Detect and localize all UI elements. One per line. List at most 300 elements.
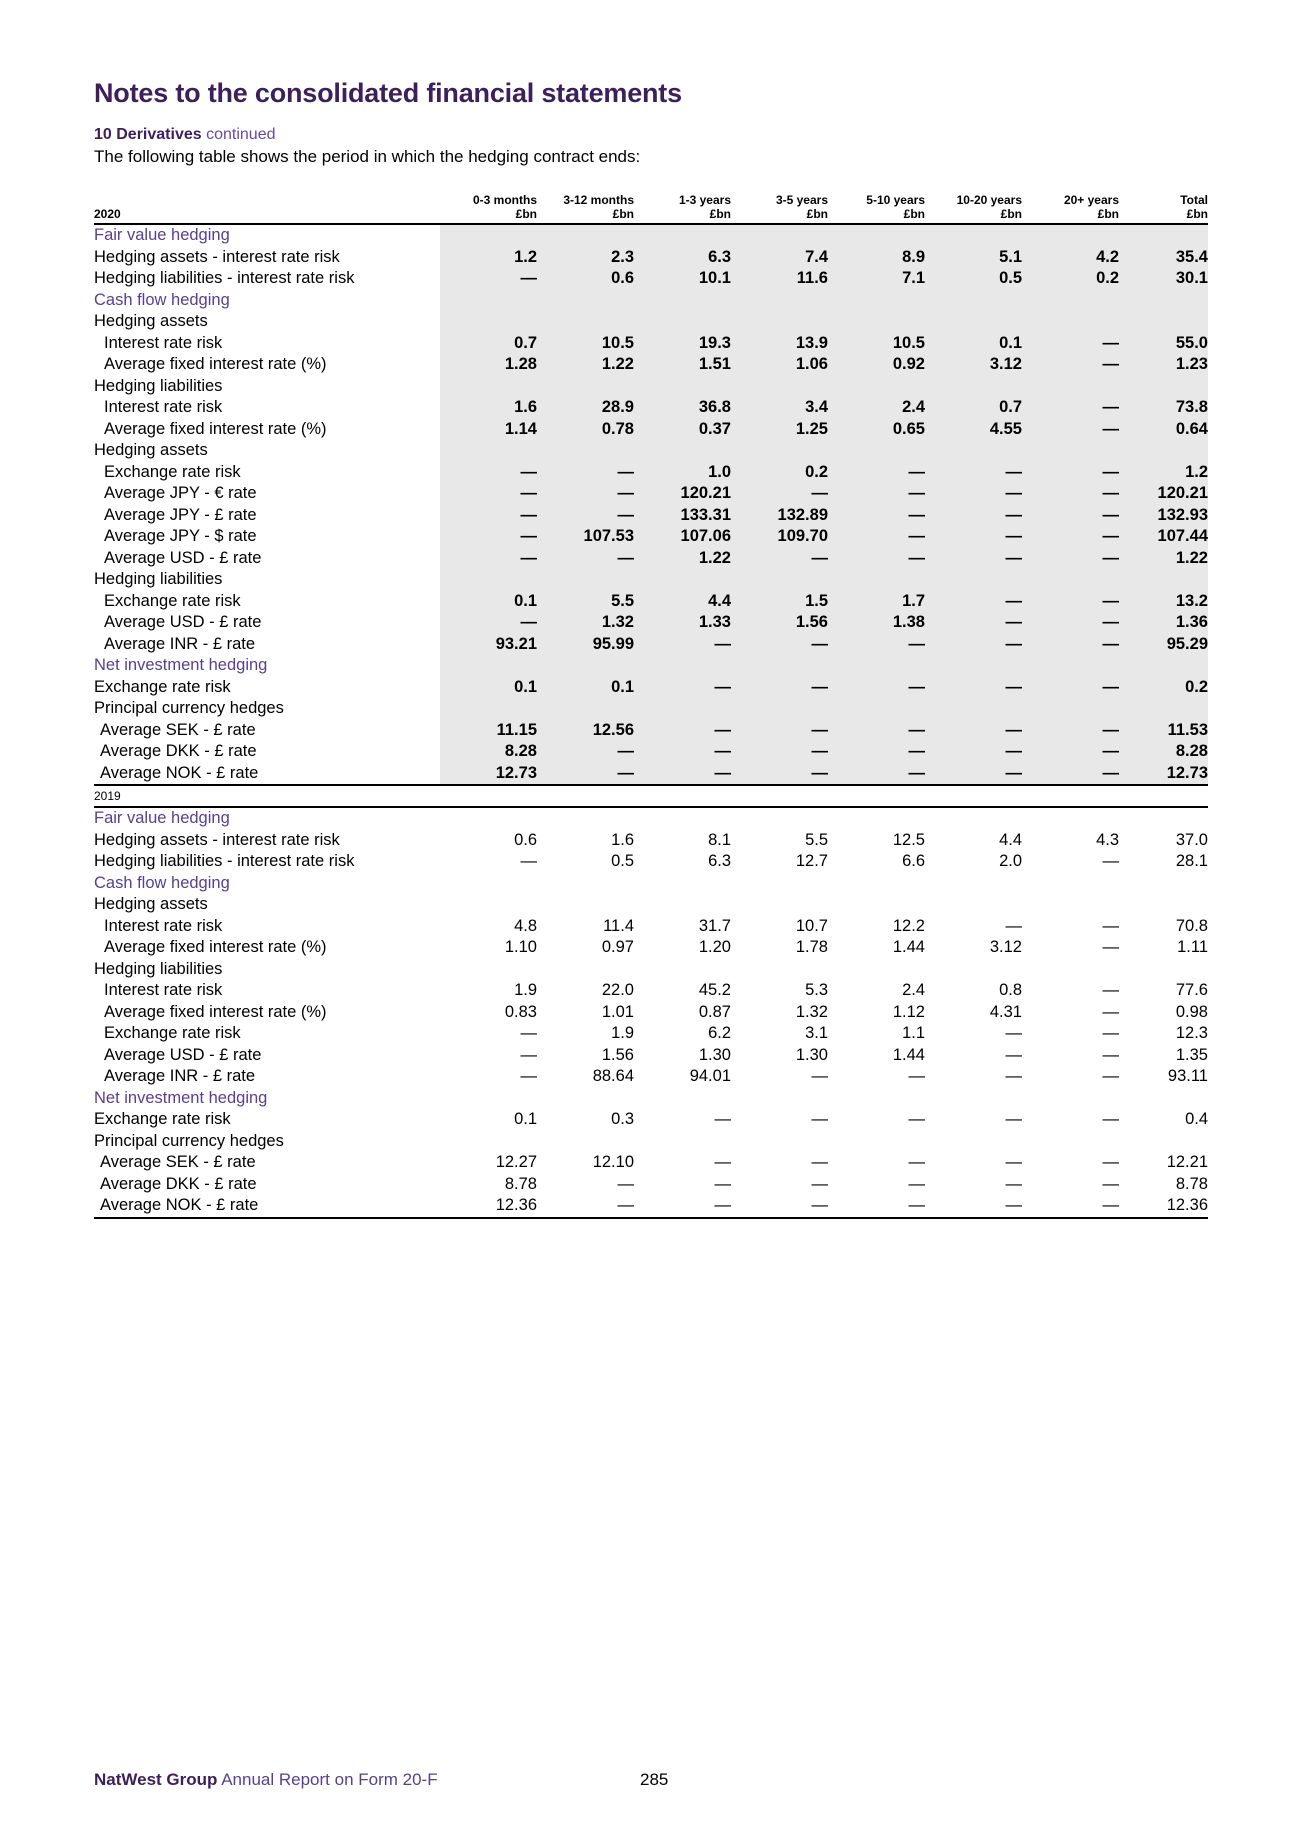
year-divider-row xyxy=(94,785,1208,807)
value-cell xyxy=(731,698,828,720)
value-cell: 0.83 xyxy=(504,1002,537,1021)
value-cell: — xyxy=(1022,397,1119,419)
column-header xyxy=(828,191,925,224)
total-cell: 12.21 xyxy=(1166,1153,1208,1171)
row-label: Average NOK - £ rate xyxy=(94,763,440,786)
value-cell xyxy=(925,569,1022,591)
row-label: Exchange rate risk xyxy=(104,591,241,610)
value-cell: 1.2 xyxy=(440,247,537,269)
value-cell xyxy=(828,311,925,333)
value-cell xyxy=(828,440,925,462)
row-label: Average JPY - $ rate xyxy=(104,527,257,545)
value-cell xyxy=(925,376,1022,398)
value-cell: — xyxy=(1022,612,1119,634)
value-cell: — xyxy=(925,741,1022,763)
value-cell: — xyxy=(537,462,634,484)
value-cell: 12.10 xyxy=(592,1153,634,1171)
subheading-row xyxy=(94,311,1208,333)
value-cell: 95.99 xyxy=(537,634,634,656)
total-cell: 55.0 xyxy=(1119,333,1208,355)
total-cell: 0.2 xyxy=(1119,677,1208,699)
value-cell: — xyxy=(1022,763,1119,786)
value-cell: — xyxy=(1005,1110,1022,1128)
row-label: Average INR - £ rate xyxy=(104,634,256,653)
row-label: Cash flow hedging xyxy=(94,873,230,892)
value-cell xyxy=(537,894,634,916)
value-cell xyxy=(440,1131,537,1153)
column-unit-label: £bn xyxy=(515,207,537,221)
total-cell xyxy=(1119,569,1208,591)
value-cell: — xyxy=(731,763,828,786)
table-row xyxy=(94,1152,1208,1174)
category-row xyxy=(94,873,1208,895)
total-cell: 0.4 xyxy=(1185,1110,1208,1128)
value-cell: — xyxy=(1022,462,1119,484)
value-cell xyxy=(828,655,925,677)
value-cell: — xyxy=(1022,677,1119,699)
footer xyxy=(94,1770,438,1790)
category-row xyxy=(94,1088,1208,1110)
value-cell xyxy=(440,1088,537,1110)
total-cell: 1.2 xyxy=(1119,462,1208,484)
total-cell: 12.3 xyxy=(1175,1024,1208,1042)
value-cell: — xyxy=(828,462,925,484)
value-cell: 133.31 xyxy=(634,505,731,527)
value-cell: 94.01 xyxy=(689,1067,731,1085)
value-cell: 107.06 xyxy=(634,526,731,548)
value-cell: 8.9 xyxy=(828,247,925,269)
hedging-maturity-table xyxy=(94,191,1208,1219)
value-cell: 0.7 xyxy=(925,397,1022,419)
value-cell xyxy=(731,569,828,591)
table-row xyxy=(94,268,1208,290)
value-cell xyxy=(1022,290,1119,312)
row-label: Average SEK - £ rate xyxy=(100,720,256,739)
value-cell: 0.6 xyxy=(537,268,634,290)
row-label: Principal currency hedges xyxy=(94,1131,284,1150)
row-label: Average USD - £ rate xyxy=(104,613,262,631)
value-cell xyxy=(1022,807,1119,830)
value-cell: 1.33 xyxy=(634,612,731,634)
column-header xyxy=(1119,191,1208,224)
value-cell: — xyxy=(925,634,1022,656)
value-cell: — xyxy=(537,1195,634,1218)
value-cell: 12.36 xyxy=(440,1195,537,1218)
value-cell xyxy=(537,1088,634,1110)
value-cell xyxy=(634,376,731,398)
total-cell: 93.11 xyxy=(1167,1067,1208,1085)
value-cell: — xyxy=(1022,634,1119,656)
value-cell: — xyxy=(731,741,828,763)
value-cell: 1.56 xyxy=(731,612,828,634)
value-cell: 8.1 xyxy=(708,830,731,849)
value-cell: — xyxy=(440,526,537,548)
total-cell: 35.4 xyxy=(1119,247,1208,269)
value-cell: — xyxy=(440,548,537,570)
value-cell: 5.1 xyxy=(925,247,1022,269)
table-row xyxy=(94,741,1208,763)
total-cell: 70.8 xyxy=(1175,916,1208,935)
category-row xyxy=(94,807,1208,830)
value-cell: 4.3 xyxy=(1096,830,1119,849)
value-cell xyxy=(1022,311,1119,333)
value-cell: 5.5 xyxy=(537,591,634,613)
total-cell xyxy=(1119,1131,1208,1153)
total-cell: 1.22 xyxy=(1119,548,1208,570)
row-label: Hedging assets - interest rate risk xyxy=(94,830,340,849)
value-cell xyxy=(537,959,634,981)
value-cell xyxy=(537,655,634,677)
value-cell xyxy=(440,655,537,677)
value-cell xyxy=(925,1131,1022,1153)
value-cell xyxy=(634,224,731,247)
value-cell: — xyxy=(634,741,731,763)
value-cell xyxy=(925,873,1022,895)
total-cell: 37.0 xyxy=(1175,830,1208,849)
value-cell: 132.89 xyxy=(731,505,828,527)
value-cell: 6.3 xyxy=(708,852,731,870)
row-label: Average fixed interest rate (%) xyxy=(104,938,327,956)
value-cell: — xyxy=(520,1045,537,1064)
value-cell xyxy=(828,376,925,398)
value-cell: — xyxy=(1005,1045,1022,1064)
value-cell xyxy=(537,311,634,333)
total-cell xyxy=(1119,959,1208,981)
total-cell: 12.73 xyxy=(1119,763,1208,786)
column-period-label: 1-3 years xyxy=(678,193,731,207)
total-cell: 0.64 xyxy=(1119,419,1208,441)
value-cell: — xyxy=(811,1153,828,1171)
value-cell: — xyxy=(731,483,828,505)
intro-text: The following table shows the period in which the hedging contract ends: xyxy=(94,147,641,166)
value-cell xyxy=(634,569,731,591)
value-cell: — xyxy=(714,1174,731,1193)
value-cell xyxy=(731,290,828,312)
value-cell: 0.37 xyxy=(634,419,731,441)
value-cell: — xyxy=(908,1110,925,1128)
value-cell: 1.9 xyxy=(611,1024,634,1042)
row-label: Interest rate risk xyxy=(104,333,223,352)
value-cell xyxy=(634,807,731,830)
value-cell: 0.1 xyxy=(514,1110,537,1128)
table-row xyxy=(94,763,1208,786)
value-cell xyxy=(925,698,1022,720)
value-cell xyxy=(440,873,537,895)
value-cell: 0.6 xyxy=(514,830,537,849)
column-unit-label: £bn xyxy=(612,207,634,221)
value-cell: 1.5 xyxy=(731,591,828,613)
value-cell xyxy=(1022,376,1119,398)
value-cell xyxy=(537,698,634,720)
value-cell: — xyxy=(828,1195,925,1218)
table-header-row xyxy=(94,191,1208,224)
value-cell xyxy=(731,807,828,830)
value-cell: 12.7 xyxy=(795,852,828,870)
value-cell: — xyxy=(925,548,1022,570)
value-cell: — xyxy=(1005,916,1022,935)
value-cell: 7.4 xyxy=(731,247,828,269)
value-cell xyxy=(828,894,925,916)
table-row xyxy=(94,1002,1208,1024)
table-row xyxy=(94,851,1208,873)
column-unit-label: £bn xyxy=(1186,207,1208,221)
value-cell: 0.8 xyxy=(999,981,1022,999)
value-cell xyxy=(634,873,731,895)
row-label: Interest rate risk xyxy=(104,981,223,999)
table-row xyxy=(94,634,1208,656)
subheading-row xyxy=(94,959,1208,981)
row-label: Net investment hedging xyxy=(94,656,268,674)
section-heading xyxy=(94,126,275,144)
column-unit-label: £bn xyxy=(1000,207,1022,221)
value-cell: — xyxy=(1102,1174,1119,1193)
value-cell: 1.9 xyxy=(514,981,537,999)
value-cell: — xyxy=(520,1067,537,1085)
value-cell: — xyxy=(811,1110,828,1128)
value-cell: — xyxy=(828,741,925,763)
value-cell: — xyxy=(1022,419,1119,441)
value-cell xyxy=(1022,224,1119,247)
value-cell xyxy=(634,440,731,462)
value-cell: — xyxy=(828,763,925,786)
column-unit-label: £bn xyxy=(1097,207,1119,221)
row-label: Exchange rate risk xyxy=(94,677,231,696)
value-cell: — xyxy=(1005,1153,1022,1171)
value-cell: 3.12 xyxy=(989,938,1022,956)
subheading-row xyxy=(94,376,1208,398)
value-cell xyxy=(634,1131,731,1153)
total-cell: 0.98 xyxy=(1175,1002,1208,1021)
value-cell: — xyxy=(731,1195,828,1218)
value-cell: — xyxy=(634,720,731,742)
row-label: Average USD - £ rate xyxy=(104,1045,262,1064)
value-cell: 3.1 xyxy=(805,1024,828,1042)
value-cell: 1.6 xyxy=(440,397,537,419)
value-cell: 11.15 xyxy=(440,720,537,742)
value-cell: 12.2 xyxy=(892,916,925,935)
value-cell xyxy=(634,311,731,333)
total-cell: 132.93 xyxy=(1119,505,1208,527)
value-cell xyxy=(537,807,634,830)
value-cell: — xyxy=(634,1195,731,1218)
value-cell: 1.44 xyxy=(892,1045,925,1064)
row-label: Average fixed interest rate (%) xyxy=(104,1002,327,1021)
row-label: Principal currency hedges xyxy=(94,699,284,717)
total-cell: 13.2 xyxy=(1119,591,1208,613)
table-row xyxy=(94,720,1208,742)
total-cell xyxy=(1119,873,1208,895)
value-cell: — xyxy=(925,505,1022,527)
value-cell: — xyxy=(828,720,925,742)
value-cell: 0.2 xyxy=(731,462,828,484)
row-label: Hedging liabilities - interest rate risk xyxy=(94,852,355,870)
value-cell: 109.70 xyxy=(731,526,828,548)
total-cell: 1.11 xyxy=(1177,938,1208,956)
value-cell xyxy=(925,1088,1022,1110)
value-cell xyxy=(440,311,537,333)
value-cell: 0.78 xyxy=(537,419,634,441)
page-number: 285 xyxy=(640,1770,669,1789)
value-cell: — xyxy=(1022,483,1119,505)
value-cell: 1.6 xyxy=(611,830,634,849)
total-cell: 11.53 xyxy=(1119,720,1208,742)
value-cell: 6.3 xyxy=(634,247,731,269)
value-cell: 4.4 xyxy=(999,830,1022,849)
row-label: Interest rate risk xyxy=(104,398,223,416)
column-period-label: 20+ years xyxy=(1063,193,1119,207)
subheading-row xyxy=(94,894,1208,916)
value-cell: 4.31 xyxy=(989,1002,1022,1021)
table-row xyxy=(94,333,1208,355)
value-cell xyxy=(828,959,925,981)
value-cell: 12.73 xyxy=(440,763,537,786)
total-cell: 30.1 xyxy=(1119,268,1208,290)
value-cell xyxy=(731,655,828,677)
table-row xyxy=(94,505,1208,527)
value-cell xyxy=(925,311,1022,333)
value-cell: — xyxy=(1102,916,1119,935)
total-cell: 8.78 xyxy=(1175,1174,1208,1193)
value-cell: 3.12 xyxy=(925,354,1022,376)
value-cell: — xyxy=(440,462,537,484)
value-cell xyxy=(925,894,1022,916)
column-period-label: Total xyxy=(1180,193,1208,207)
value-cell: — xyxy=(1102,1045,1119,1064)
value-cell xyxy=(731,1088,828,1110)
table-row xyxy=(94,1023,1208,1045)
value-cell: 5.3 xyxy=(805,981,828,999)
value-cell xyxy=(440,959,537,981)
value-cell: 12.5 xyxy=(892,830,925,849)
value-cell: — xyxy=(1102,1024,1119,1042)
value-cell xyxy=(634,894,731,916)
value-cell xyxy=(925,224,1022,247)
row-label: Average DKK - £ rate xyxy=(100,742,257,760)
value-cell xyxy=(537,569,634,591)
value-cell xyxy=(828,224,925,247)
value-cell: 1.0 xyxy=(634,462,731,484)
value-cell: 12.56 xyxy=(537,720,634,742)
value-cell: 1.25 xyxy=(731,419,828,441)
value-cell xyxy=(828,873,925,895)
column-period-label: 3-12 months xyxy=(563,193,634,207)
value-cell xyxy=(537,376,634,398)
value-cell: 10.7 xyxy=(795,916,828,935)
value-cell: — xyxy=(731,677,828,699)
value-cell: — xyxy=(537,763,634,786)
value-cell: 0.1 xyxy=(440,677,537,699)
total-cell xyxy=(1119,655,1208,677)
value-cell: 0.7 xyxy=(440,333,537,355)
value-cell: — xyxy=(925,462,1022,484)
value-cell: 31.7 xyxy=(698,916,731,935)
column-unit-label: £bn xyxy=(903,207,925,221)
value-cell: 0.5 xyxy=(925,268,1022,290)
column-header xyxy=(731,191,828,224)
value-cell: — xyxy=(520,852,537,870)
value-cell: — xyxy=(520,1024,537,1042)
row-label: Exchange rate risk xyxy=(104,462,241,481)
footer-brand: NatWest Group xyxy=(94,1770,218,1789)
value-cell: 2.4 xyxy=(902,981,925,999)
value-cell xyxy=(440,376,537,398)
category-row xyxy=(94,655,1208,677)
value-cell: 0.2 xyxy=(1022,268,1119,290)
total-cell xyxy=(1119,1088,1208,1110)
total-cell xyxy=(1119,290,1208,312)
value-cell xyxy=(440,224,537,247)
value-cell: 12.27 xyxy=(495,1153,537,1171)
value-cell: — xyxy=(925,526,1022,548)
value-cell xyxy=(1022,698,1119,720)
row-label: Hedging liabilities xyxy=(94,570,223,588)
total-cell: 1.35 xyxy=(1175,1045,1208,1064)
value-cell xyxy=(1022,440,1119,462)
column-period-label: 0-3 months xyxy=(472,193,537,207)
column-header xyxy=(1022,191,1119,224)
value-cell xyxy=(537,440,634,462)
value-cell xyxy=(1022,1088,1119,1110)
total-cell xyxy=(1119,698,1208,720)
subheading-row xyxy=(94,1131,1208,1153)
table-row xyxy=(94,677,1208,699)
value-cell: 1.06 xyxy=(731,354,828,376)
value-cell: 1.12 xyxy=(892,1002,925,1021)
row-label: Average fixed interest rate (%) xyxy=(104,355,327,373)
value-cell: — xyxy=(537,505,634,527)
total-cell: 1.23 xyxy=(1119,354,1208,376)
value-cell xyxy=(731,224,828,247)
value-cell: — xyxy=(634,763,731,786)
table-row xyxy=(94,483,1208,505)
value-cell xyxy=(440,440,537,462)
category-row xyxy=(94,224,1208,247)
value-cell: 1.44 xyxy=(892,938,925,956)
value-cell: — xyxy=(714,1153,731,1171)
row-label: Net investment hedging xyxy=(94,1088,268,1107)
value-cell: — xyxy=(1102,981,1119,999)
value-cell: — xyxy=(811,1174,828,1193)
table-row xyxy=(94,462,1208,484)
value-cell xyxy=(828,290,925,312)
row-label: Average INR - £ rate xyxy=(104,1067,256,1085)
table-row xyxy=(94,937,1208,959)
value-cell: — xyxy=(925,677,1022,699)
value-cell: 0.65 xyxy=(828,419,925,441)
total-cell: 77.6 xyxy=(1175,981,1208,999)
value-cell: — xyxy=(1022,505,1119,527)
value-cell xyxy=(925,440,1022,462)
value-cell: 22.0 xyxy=(601,981,634,999)
value-cell xyxy=(731,376,828,398)
table-row xyxy=(94,526,1208,548)
subheading-row xyxy=(94,569,1208,591)
value-cell xyxy=(828,807,925,830)
value-cell: 1.1 xyxy=(902,1024,925,1042)
value-cell: — xyxy=(440,612,537,634)
total-cell: 107.44 xyxy=(1119,526,1208,548)
value-cell: — xyxy=(440,268,537,290)
value-cell: 1.30 xyxy=(795,1045,828,1064)
column-period-label: 3-5 years xyxy=(775,193,828,207)
value-cell xyxy=(925,290,1022,312)
row-label: Cash flow hedging xyxy=(94,290,230,309)
value-cell: 0.97 xyxy=(601,938,634,956)
value-cell xyxy=(731,873,828,895)
row-label: Hedging assets xyxy=(94,895,208,913)
value-cell xyxy=(634,655,731,677)
table-row xyxy=(94,612,1208,634)
